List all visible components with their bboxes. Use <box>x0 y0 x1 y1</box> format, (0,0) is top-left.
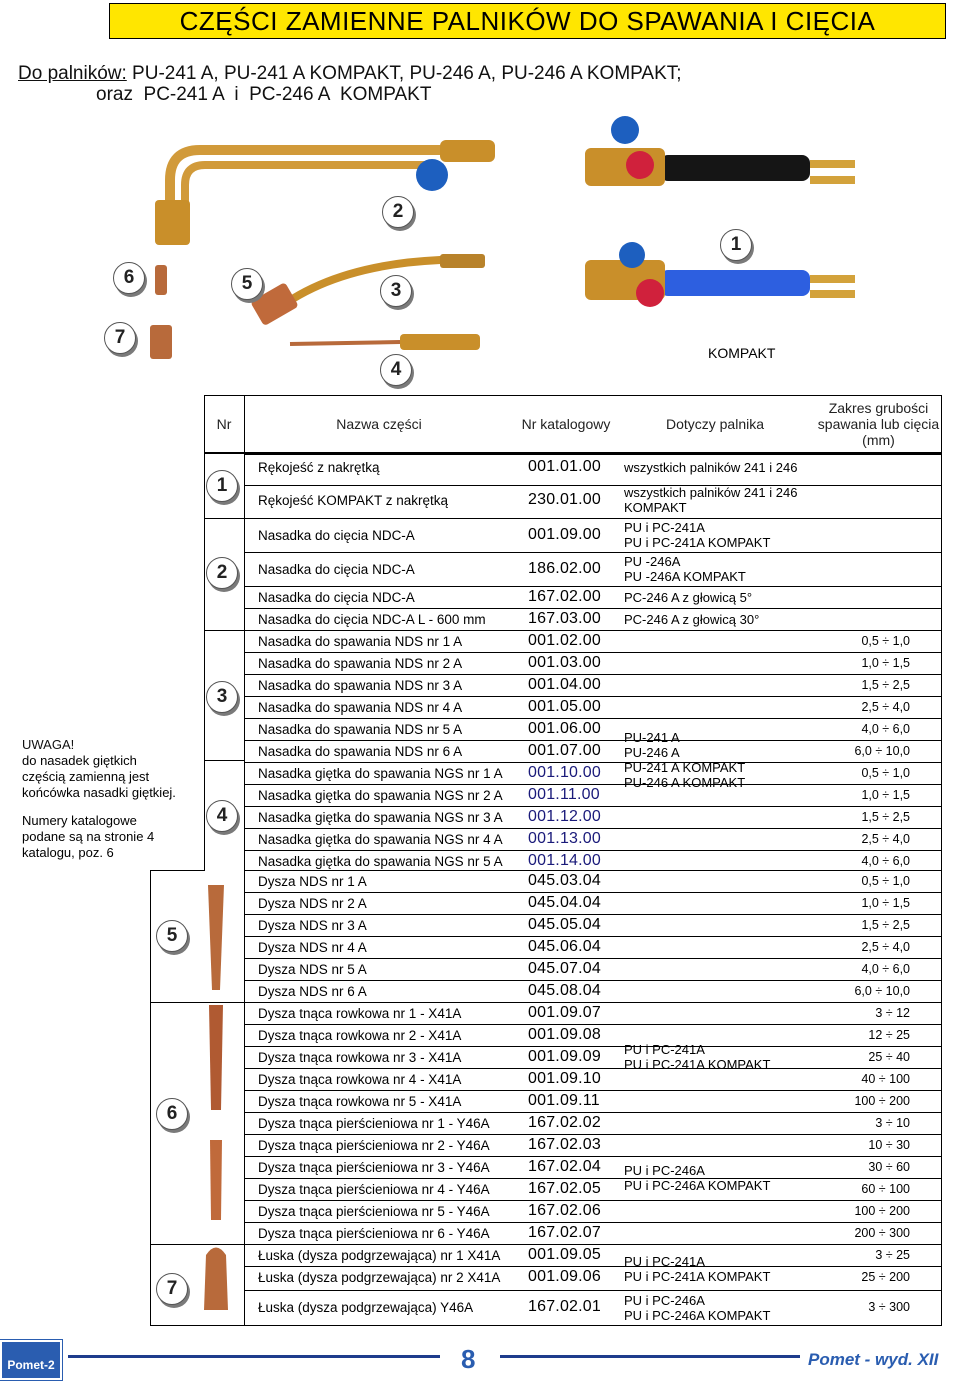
thickness-range: 30 ÷ 60 <box>868 1160 910 1174</box>
part-name: Dysza tnąca rowkowa nr 3 - X41A <box>258 1049 462 1065</box>
catalog-number: 001.01.00 <box>528 458 601 475</box>
catalog-number: 167.02.02 <box>528 1114 601 1131</box>
table-row <box>244 914 940 936</box>
edition-label: Pomet - wyd. XII <box>808 1350 939 1369</box>
row-separator <box>244 1024 942 1025</box>
warning-note <box>22 737 182 861</box>
handle-illustration <box>585 116 855 307</box>
catalog-number: 001.02.00 <box>528 632 601 649</box>
header-catalog: Nr katalogowy <box>521 416 611 432</box>
product-illustration <box>0 110 960 390</box>
nozzle-y46a-image <box>210 1140 222 1220</box>
applies-to: PC-246 A z głowicą 30° <box>624 611 760 627</box>
table-row <box>244 1024 940 1046</box>
table-row <box>244 1156 940 1178</box>
table-row <box>244 892 940 914</box>
thickness-range: 2,5 ÷ 4,0 <box>861 832 910 846</box>
table-row <box>244 1178 940 1200</box>
applies-luska-y46: PU i PC-246A PU i PC-246A KOMPAKT <box>624 1293 771 1323</box>
flexible-attachment-illustration <box>290 334 480 350</box>
thickness-range: 1,0 ÷ 1,5 <box>861 896 910 910</box>
row-separator <box>244 980 942 981</box>
row-separator <box>244 652 942 653</box>
page-title-text: CZĘŚCI ZAMIENNE PALNIKÓW DO SPAWANIA I CIĘCIA <box>179 5 876 36</box>
table-row <box>244 586 940 608</box>
part-name: Nasadka giętka do spawania NGS nr 5 A <box>258 853 503 869</box>
part-name: Dysza tnąca pierścieniowa nr 2 - Y46A <box>258 1137 490 1153</box>
part-name: Dysza tnąca pierścieniowa nr 5 - Y46A <box>258 1203 490 1219</box>
group-sep-3 <box>204 760 244 761</box>
table-border-top <box>204 395 942 396</box>
catalog-number: 001.09.06 <box>528 1268 601 1285</box>
figure-badge-4: 4 <box>380 354 412 386</box>
row-separator <box>244 674 942 675</box>
table-row <box>244 1002 940 1024</box>
catalog-number: 001.10.00 <box>528 764 601 781</box>
catalog-number: 001.03.00 <box>528 654 601 671</box>
catalog-number: 001.09.09 <box>528 1048 601 1065</box>
applies-to: wszystkich palników 241 i 246 <box>624 459 798 475</box>
catalog-number: 045.08.04 <box>528 982 601 999</box>
catalog-number: 001.09.08 <box>528 1026 601 1043</box>
table-row <box>244 1068 940 1090</box>
row-separator <box>244 485 942 486</box>
header-range: Zakres grubości spawania lub cięcia (mm) <box>817 400 940 448</box>
row-separator <box>244 1090 942 1091</box>
row-separator <box>244 1156 942 1157</box>
table-row <box>244 806 940 828</box>
subtitle-label: Do palników: <box>18 63 127 84</box>
welding-attachment-illustration <box>250 254 485 326</box>
catalog-number: 167.02.05 <box>528 1180 601 1197</box>
part-name: Nasadka giętka do spawania NGS nr 1 A <box>258 765 503 781</box>
warning-text-1: do nasadek giętkich częścią zamienną jest końcówka nasadki giętkiej. <box>22 753 176 800</box>
page-title <box>109 3 946 39</box>
row-separator <box>244 518 942 519</box>
table-row <box>244 1222 940 1244</box>
part-name: Dysza tnąca pierścieniowa nr 4 - Y46A <box>258 1181 490 1197</box>
part-name: Nasadka do spawania NDS nr 4 A <box>258 699 463 715</box>
heating-nozzle-image <box>204 1248 228 1311</box>
part-name: Nasadka do cięcia NDC-A <box>258 561 415 577</box>
catalog-number: 001.12.00 <box>528 808 601 825</box>
part-name: Nasadka giętka do spawania NGS nr 4 A <box>258 831 503 847</box>
table-row <box>244 784 940 806</box>
row-separator <box>244 1266 942 1267</box>
table-row <box>244 608 940 630</box>
part-name: Dysza tnąca pierścieniowa nr 1 - Y46A <box>258 1115 490 1131</box>
cutting-attachment-illustration <box>155 140 495 245</box>
table-border-right <box>941 395 942 1326</box>
table-row <box>244 718 940 740</box>
thickness-range: 3 ÷ 300 <box>868 1300 910 1314</box>
nozzle-nds-image <box>208 885 224 990</box>
part-name: Nasadka do cięcia NDC-A L - 600 mm <box>258 611 486 627</box>
table-row <box>244 1090 940 1112</box>
row-separator <box>244 1290 942 1291</box>
thickness-range: 0,5 ÷ 1,0 <box>861 874 910 888</box>
applies-kompakt-all: wszystkich palników 241 i 246 KOMPAKT <box>624 485 798 515</box>
header-nr: Nr <box>216 416 232 432</box>
part-name: Dysza NDS nr 1 A <box>258 873 367 889</box>
catalog-number: 045.05.04 <box>528 916 601 933</box>
part-name: Dysza NDS nr 3 A <box>258 917 367 933</box>
catalog-number: 001.09.07 <box>528 1004 601 1021</box>
row-separator <box>244 1002 942 1003</box>
catalog-number: 001.05.00 <box>528 698 601 715</box>
figure-badge-7: 7 <box>104 322 136 354</box>
catalog-number: 167.03.00 <box>528 610 601 627</box>
table-row <box>244 762 940 784</box>
table-step-line <box>150 870 205 871</box>
pomet-logo: Pomet-2 <box>0 1340 62 1380</box>
part-name: Nasadka do spawania NDS nr 1 A <box>258 633 463 649</box>
row-separator <box>244 630 942 631</box>
thickness-range: 25 ÷ 200 <box>861 1270 910 1284</box>
applies-pc241: PU i PC-241A PU i PC-241A KOMPAKT <box>624 520 771 550</box>
row-separator <box>244 740 942 741</box>
part-name: Łuska (dysza podgrzewająca) Y46A <box>258 1299 474 1315</box>
part-name: Nasadka do cięcia NDC-A <box>258 527 415 543</box>
part-name: Nasadka do spawania NDS nr 2 A <box>258 655 463 671</box>
catalog-number: 045.06.04 <box>528 938 601 955</box>
part-name: Nasadka giętka do spawania NGS nr 2 A <box>258 787 503 803</box>
group-number-4: 4 <box>206 800 238 832</box>
row-separator <box>244 958 942 959</box>
thickness-range: 3 ÷ 12 <box>875 1006 910 1020</box>
row-separator <box>244 718 942 719</box>
catalog-number: 001.04.00 <box>528 676 601 693</box>
thickness-range: 3 ÷ 25 <box>875 1248 910 1262</box>
catalog-number: 167.02.06 <box>528 1202 601 1219</box>
thickness-range: 3 ÷ 10 <box>875 1116 910 1130</box>
subtitle-models: PU-241 A, PU-241 A KOMPAKT, PU-246 A, PU-246 A KOMPAKT; <box>126 63 682 84</box>
kompakt-label: KOMPAKT <box>708 345 776 361</box>
thickness-range: 25 ÷ 40 <box>868 1050 910 1064</box>
row-separator <box>244 1222 942 1223</box>
row-separator <box>244 586 942 587</box>
table-row <box>244 1200 940 1222</box>
header-name: Nazwa części <box>336 416 422 432</box>
figure-badge-2: 2 <box>382 196 414 228</box>
table-row <box>244 740 940 762</box>
group-number-2: 2 <box>206 557 238 589</box>
thickness-range: 40 ÷ 100 <box>861 1072 910 1086</box>
catalog-number: 001.07.00 <box>528 742 601 759</box>
part-name: Dysza NDS nr 2 A <box>258 895 367 911</box>
applies-x41a-group: PU i PC-241A PU i PC-241A KOMPAKT <box>624 1042 771 1072</box>
part-name: Nasadka do spawania NDS nr 6 A <box>258 743 463 759</box>
catalog-number: 001.09.05 <box>528 1246 601 1263</box>
part-name: Łuska (dysza podgrzewająca) nr 2 X41A <box>258 1269 501 1285</box>
part-name: Dysza NDS nr 5 A <box>258 961 367 977</box>
thickness-range: 1,5 ÷ 2,5 <box>861 678 910 692</box>
part-name: Dysza tnąca pierścieniowa nr 6 - Y46A <box>258 1225 490 1241</box>
thickness-range: 12 ÷ 25 <box>868 1028 910 1042</box>
table-row <box>244 489 940 511</box>
thickness-range: 100 ÷ 200 <box>854 1204 910 1218</box>
nozzle-x41a-image <box>209 1005 223 1110</box>
nozzle-illustration-7 <box>150 325 172 359</box>
row-separator <box>244 914 942 915</box>
table-row <box>244 870 940 892</box>
table-row <box>244 558 940 580</box>
table-row <box>244 674 940 696</box>
warning-text-2: Numery katalogowe podane są na stronie 4 katalogu, poz. 6 <box>22 813 155 860</box>
group-number-1: 1 <box>206 470 238 502</box>
thickness-range: 4,0 ÷ 6,0 <box>861 962 910 976</box>
group-number-3: 3 <box>206 681 238 713</box>
figure-badge-5: 5 <box>231 268 263 300</box>
part-name: Dysza NDS nr 4 A <box>258 939 367 955</box>
table-row <box>244 696 940 718</box>
thickness-range: 0,5 ÷ 1,0 <box>861 766 910 780</box>
row-separator <box>244 1134 942 1135</box>
thickness-range: 6,0 ÷ 10,0 <box>854 984 910 998</box>
thickness-range: 6,0 ÷ 10,0 <box>854 744 910 758</box>
footer-rule-right <box>500 1355 800 1358</box>
row-separator <box>244 870 942 871</box>
row-separator <box>244 762 942 763</box>
row-separator <box>244 892 942 893</box>
table-row <box>244 652 940 674</box>
thickness-range: 200 ÷ 300 <box>854 1226 910 1240</box>
part-name: Dysza tnąca rowkowa nr 2 - X41A <box>258 1027 462 1043</box>
thickness-range: 1,0 ÷ 1,5 <box>861 788 910 802</box>
thickness-range: 4,0 ÷ 6,0 <box>861 722 910 736</box>
row-separator <box>244 1244 942 1245</box>
thickness-range: 1,5 ÷ 2,5 <box>861 810 910 824</box>
subtitle-line-2: oraz PC-241 A i PC-246 A KOMPAKT <box>96 84 432 105</box>
table-row <box>244 1046 940 1068</box>
part-name: Nasadka do spawania NDS nr 3 A <box>258 677 463 693</box>
part-name: Rękojeść z nakrętką <box>258 459 380 475</box>
catalog-number: 001.13.00 <box>528 830 601 847</box>
part-name: Nasadka do spawania NDS nr 5 A <box>258 721 463 737</box>
table-row <box>244 524 940 546</box>
catalog-number: 001.09.00 <box>528 526 601 543</box>
catalog-number: 001.11.00 <box>528 786 600 803</box>
table-row <box>244 1244 940 1266</box>
part-name: Dysza tnąca rowkowa nr 1 - X41A <box>258 1005 462 1021</box>
group-sep-1 <box>204 518 244 519</box>
row-separator <box>244 784 942 785</box>
catalog-number: 045.07.04 <box>528 960 601 977</box>
catalog-number: 045.03.04 <box>528 872 601 889</box>
thickness-range: 2,5 ÷ 4,0 <box>861 700 910 714</box>
footer-rule-left <box>68 1355 440 1358</box>
catalog-number: 167.02.04 <box>528 1158 601 1175</box>
table-row <box>244 456 940 478</box>
table-row <box>244 1290 940 1324</box>
table-row <box>244 980 940 1002</box>
table-border-left <box>204 395 205 870</box>
table-row <box>244 936 940 958</box>
part-name: Dysza tnąca pierścieniowa nr 3 - Y46A <box>258 1159 490 1175</box>
part-name: Nasadka do cięcia NDC-A <box>258 589 415 605</box>
part-name: Dysza NDS nr 6 A <box>258 983 367 999</box>
applies-y46a-group: PU i PC-246A PU i PC-246A KOMPAKT <box>624 1163 771 1193</box>
table-border-left-lower <box>150 870 151 1326</box>
part-name: Łuska (dysza podgrzewająca) nr 1 X41A <box>258 1247 501 1263</box>
table-row <box>244 1134 940 1156</box>
row-separator <box>244 936 942 937</box>
applies-luska-x41: PU i PC-241A PU i PC-241A KOMPAKT <box>624 1254 771 1284</box>
page-number: 8 <box>461 1344 476 1374</box>
catalog-number: 167.02.03 <box>528 1136 601 1153</box>
table-row <box>244 958 940 980</box>
catalog-number: 167.02.00 <box>528 588 601 605</box>
part-name: Dysza tnąca rowkowa nr 4 - X41A <box>258 1071 462 1087</box>
thickness-range: 1,5 ÷ 2,5 <box>861 918 910 932</box>
row-separator <box>244 1068 942 1069</box>
catalog-number: 186.02.00 <box>528 560 601 577</box>
thickness-range: 100 ÷ 200 <box>854 1094 910 1108</box>
thickness-range: 60 ÷ 100 <box>861 1182 910 1196</box>
row-separator <box>244 850 942 851</box>
catalog-number: 001.14.00 <box>528 852 601 869</box>
catalog-number: 045.04.04 <box>528 894 601 911</box>
figure-badge-3: 3 <box>380 275 412 307</box>
thickness-range: 0,5 ÷ 1,0 <box>861 634 910 648</box>
group-sep-2 <box>204 630 244 631</box>
catalog-number: 230.01.00 <box>528 491 601 508</box>
thickness-range: 2,5 ÷ 4,0 <box>861 940 910 954</box>
group-number-7: 7 <box>156 1273 188 1305</box>
row-separator <box>244 828 942 829</box>
part-name: Rękojeść KOMPAKT z nakrętką <box>258 492 449 508</box>
row-separator <box>244 1178 942 1179</box>
row-separator <box>244 454 942 455</box>
figure-badge-1: 1 <box>720 229 752 261</box>
applies-to: PC-246 A z głowicą 5° <box>624 589 753 605</box>
catalog-number: 001.06.00 <box>528 720 601 737</box>
row-separator <box>244 806 942 807</box>
nozzle-images <box>196 880 236 1320</box>
thickness-range: 10 ÷ 30 <box>868 1138 910 1152</box>
table-row <box>244 850 940 872</box>
row-separator <box>244 552 942 553</box>
table-row <box>244 630 940 652</box>
applies-nds-group: PU-241 A PU-246 A PU-241 A KOMPAKT PU-246 A KOMPAKT <box>624 730 746 790</box>
part-name: Nasadka giętka do spawania NGS nr 3 A <box>258 809 503 825</box>
row-separator <box>244 696 942 697</box>
figure-badge-6: 6 <box>113 262 145 294</box>
catalog-number: 001.09.10 <box>528 1070 601 1087</box>
subtitle-line-1 <box>18 63 682 85</box>
catalog-number: 167.02.07 <box>528 1224 601 1241</box>
part-name: Dysza tnąca rowkowa nr 5 - X41A <box>258 1093 462 1109</box>
warning-title: UWAGA! <box>22 737 75 752</box>
nozzle-illustration-6 <box>155 265 167 295</box>
header-applies: Dotyczy palnika <box>665 416 765 432</box>
table-row <box>244 1112 940 1134</box>
table-row <box>244 828 940 850</box>
group-number-6: 6 <box>156 1098 188 1130</box>
thickness-range: 1,0 ÷ 1,5 <box>861 656 910 670</box>
catalog-number: 001.09.11 <box>528 1092 600 1109</box>
thickness-range: 4,0 ÷ 6,0 <box>861 854 910 868</box>
row-separator <box>244 608 942 609</box>
table-row <box>244 1266 940 1288</box>
table-border-bottom <box>150 1325 942 1326</box>
row-separator <box>244 1112 942 1113</box>
catalog-number: 167.02.01 <box>528 1298 601 1315</box>
group-number-5: 5 <box>156 920 188 952</box>
row-separator <box>244 1046 942 1047</box>
applies-pu246: PU -246A PU -246A KOMPAKT <box>624 554 746 584</box>
row-separator <box>244 1200 942 1201</box>
